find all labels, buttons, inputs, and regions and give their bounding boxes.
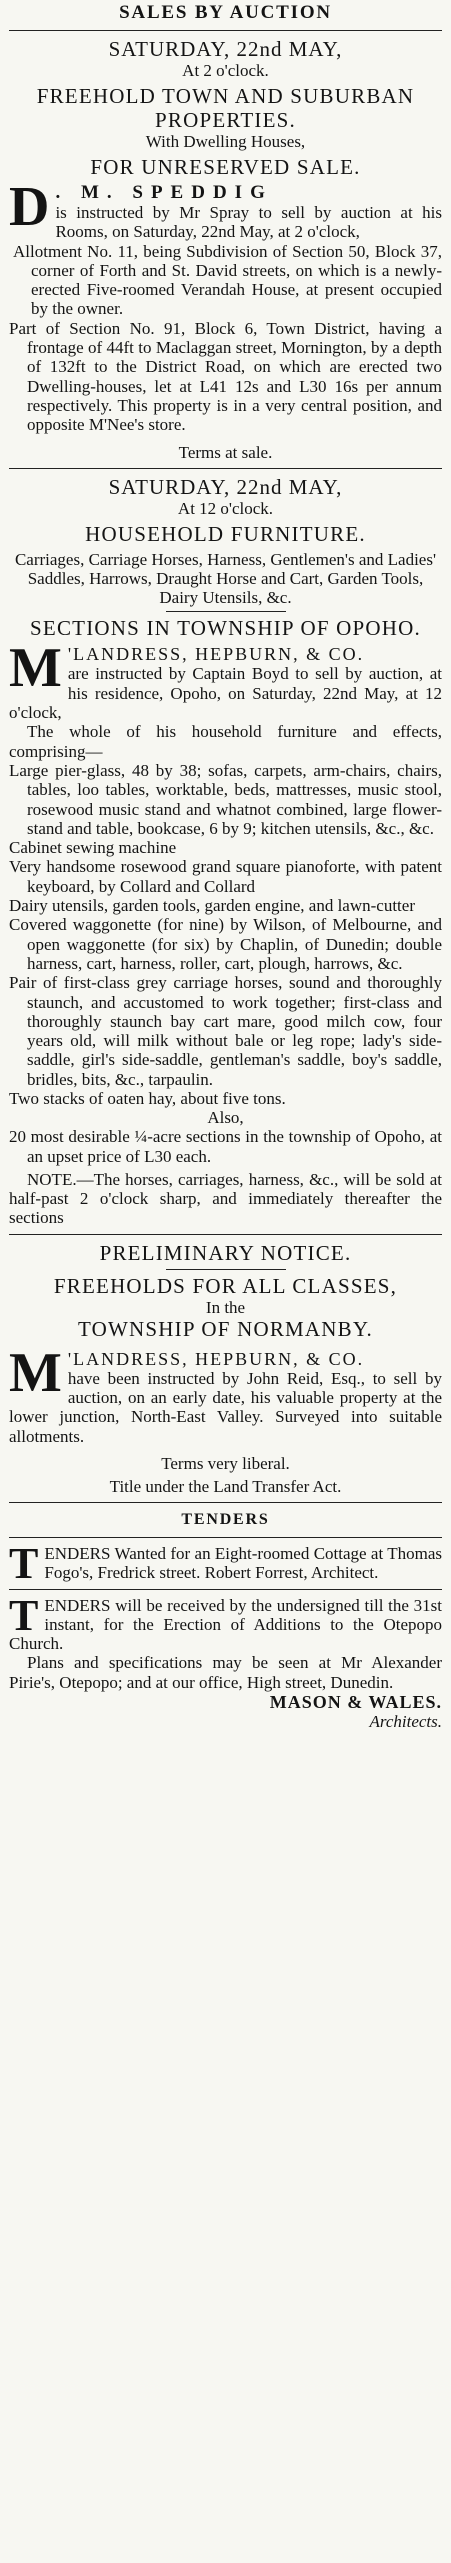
- list-item: Covered waggonette (for nine) by Wilson, of Melbourne, and open waggonette (for six) by Chaplin, of Dunedin; double harness, cart, harness, roller, cart, plough, harrows, &c.: [9, 915, 442, 973]
- tender-text: ENDERS will be received by the undersigned till the 31st instant, for the Erection of Additions to the Otepopo Church.: [9, 1595, 442, 1654]
- tender-ad: [9, 1544, 442, 1583]
- divider: [166, 611, 286, 612]
- divider: [9, 1502, 442, 1503]
- divider: [9, 468, 442, 469]
- divider: [9, 30, 442, 31]
- list-item: 20 most desirable ¼-acre sections in the township of Opoho, at an upset price of L30 each.: [9, 1127, 442, 1166]
- ad-body: [9, 644, 442, 722]
- drop-cap: M: [9, 1348, 62, 1404]
- divider: [9, 1589, 442, 1590]
- ad-body: [9, 183, 442, 242]
- ad-note: NOTE.—The horses, carriages, harness, &c., will be sold at half-past 2 o'clock sharp, and immediately thereafter the sections: [9, 1169, 442, 1228]
- sale-date: SATURDAY, 22nd MAY,: [108, 37, 343, 61]
- ad-summary: Carriages, Carriage Horses, Harness, Gentlemen's and Ladies' Saddles, Harrows, Draught Horse and Cart, Garden Tools, Dairy Utensils, &c.: [14, 549, 437, 608]
- divider: [9, 1537, 442, 1538]
- ad-item: Part of Section No. 91, Block 6, Town District, having a frontage of 44ft to Maclaggan street, Mornington, by a depth of 132ft to the District Road, on which are erected two Dwelling-houses, let at L41 12s and L30 16s per annum respectively. This property is in a very central position, and opposite M'Nee's store.: [9, 318, 442, 435]
- drop-cap: M: [9, 644, 62, 700]
- ad-subtitle: In the: [205, 1297, 246, 1317]
- ad-heading: SECTIONS IN TOWNSHIP OF OPOHO.: [30, 616, 421, 641]
- auctioneer-name: . M. SPEDDIG: [55, 183, 273, 203]
- ad-title: FREEHOLDS FOR ALL CLASSES,: [53, 1273, 398, 1298]
- firm-name: 'LANDRESS, HEPBURN, & CO.: [67, 1348, 365, 1369]
- section-header: SALES BY AUCTION: [119, 2, 332, 23]
- ad-freehold-properties: [9, 37, 442, 462]
- ad-normanby: [9, 1241, 442, 1496]
- ad-intro: are instructed by Captain Boyd to sell by auction, at his residence, Opoho, on Saturday, 22nd May, at 12 o'clock,: [9, 664, 442, 723]
- sale-time: At 12 o'clock.: [177, 498, 274, 518]
- ad-household-furniture: [9, 475, 442, 1228]
- tenders-section: [9, 1509, 442, 1731]
- signature-role: Architects.: [369, 1712, 442, 1732]
- ad-title: FREEHOLD TOWN AND SUBURBAN PROPERTIES.: [36, 84, 415, 132]
- ad-also: Also,: [207, 1108, 244, 1128]
- drop-cap: T: [9, 1595, 39, 1640]
- drop-cap: D: [9, 183, 50, 238]
- tender-text: ENDERS Wanted for an Eight-roomed Cottage at Thomas Fogo's, Fredrick street. Robert Forrest, Architect.: [44, 1543, 442, 1583]
- tender-plans: Plans and specifications may be seen at Mr Alexander Pirie's, Otepopo; and at our office, High street, Dunedin.: [9, 1653, 442, 1692]
- sale-time: At 2 o'clock.: [182, 61, 269, 80]
- ad-terms: Terms very liberal.: [161, 1453, 290, 1473]
- list-item: Very handsome rosewood grand square pianoforte, with patent keyboard, by Collard and Collard: [9, 857, 442, 896]
- list-item: Pair of first-class grey carriage horses, sound and thoroughly staunch, and accustomed to work together; first-class and thoroughly staunch bay cart mare, good milch cow, four years old, will milk without bale or leg rope; lady's side-saddle, girl's side-saddle, gentleman's saddle, boy's saddle, bridles, bits, &c., tarpaulin.: [9, 973, 442, 1089]
- ad-item: Allotment No. 11, being Subdivision of Section 50, Block 37, corner of Forth and St. David streets, on which is a newly-erected Five-roomed Verandah House, at present occupied by the owner.: [13, 241, 442, 319]
- ad-terms: Terms at sale.: [178, 442, 273, 462]
- firm-name: 'LANDRESS, HEPBURN, & CO.: [67, 644, 365, 665]
- list-item: Dairy utensils, garden tools, garden engine, and lawn-cutter: [9, 896, 415, 916]
- ad-title: HOUSEHOLD FURNITURE.: [85, 521, 366, 546]
- ad-text: have been instructed by John Reid, Esq., to sell by auction, on an early date, his valuable property at the lower junction, North-East Valley. Surveyed into suitable allotments.: [9, 1368, 442, 1446]
- ad-intro: is instructed by Mr Spray to sell by auction at his Rooms, on Saturday, 22nd May, at 2 o'clock,: [55, 203, 442, 242]
- divider: [9, 1234, 442, 1235]
- tender-ad: [9, 1596, 442, 1654]
- ad-title: TOWNSHIP OF NORMANBY.: [78, 1316, 373, 1341]
- divider: [166, 1269, 286, 1270]
- drop-cap: T: [9, 1543, 39, 1583]
- ad-body: [9, 1349, 442, 1446]
- sale-date: SATURDAY, 22nd MAY,: [108, 474, 343, 499]
- ad-heading: PRELIMINARY NOTICE.: [99, 1240, 352, 1265]
- section-header: TENDERS: [181, 1510, 270, 1528]
- list-item: Large pier-glass, 48 by 38; sofas, carpets, arm-chairs, chairs, tables, loo tables, worktable, beds, mattresses, music stool, rosewood music stand and whatnot combined, large flower-stand and table, bookcase, 6 by 9; kitchen utensils, &c., &c.: [9, 760, 442, 838]
- ad-paragraph: The whole of his household furniture and effects, comprising—: [9, 722, 442, 761]
- ad-note: Title under the Land Transfer Act.: [109, 1476, 342, 1496]
- ad-subtitle: With Dwelling Houses,: [145, 132, 306, 151]
- list-item: Two stacks of oaten hay, about five tons.: [9, 1088, 286, 1108]
- list-item: Cabinet sewing machine: [9, 838, 177, 858]
- signature: MASON & WALES.: [269, 1692, 442, 1713]
- ad-heading: FOR UNRESERVED SALE.: [90, 155, 361, 179]
- newspaper-column: [9, 0, 442, 1731]
